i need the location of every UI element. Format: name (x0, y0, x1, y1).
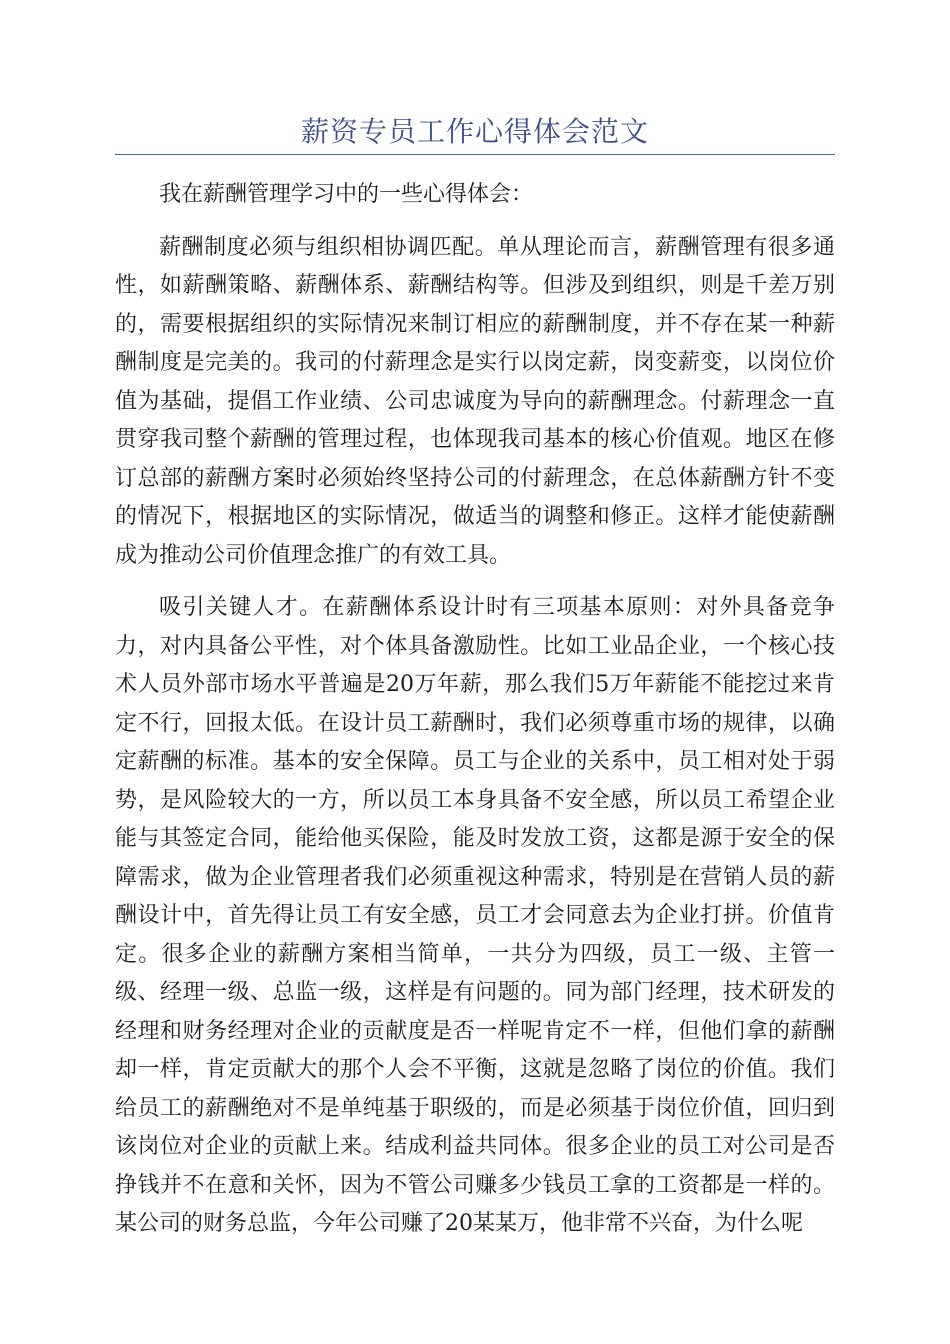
title-underline (115, 154, 835, 155)
paragraph-salary-system: 薪酬制度必须与组织相协调匹配。单从理论而言，薪酬管理有很多通性，如薪酬策略、薪酬体系、薪酬结构等。但涉及到组织，则是千差万别的，需要根据组织的实际情况来制订相应的薪酬制度，并不存在某一种薪酬制度是完美的。我司的付薪理念是实行以岗定薪，岗变薪变，以岗位价值为基础，提倡工作业绩、公司忠诚度为导向的薪酬理念。付薪理念一直贯穿我司整个薪酬的管理过程，也体现我司基本的核心价值观。地区在修订总部的薪酬方案时必须始终坚持公司的付薪理念，在总体薪酬方针不变的情况下，根据地区的实际情况，做适当的调整和修正。这样才能使薪酬成为推动公司价值理念推广的有效工具。 (115, 234, 835, 568)
paragraph-intro: 我在薪酬管理学习中的一些心得体会： (159, 182, 534, 207)
document-title: 薪资专员工作心得体会范文 (300, 115, 649, 148)
document-body (115, 176, 835, 1244)
paragraph-attract-talent: 吸引关键人才。在薪酬体系设计时有三项基本原则：对外具备竞争力，对内具备公平性，对个体具备激励性。比如工业品企业，一个核心技术人员外部市场水平普遍是20万年薪，那么我们5万年薪能不能挖过来肯定不行，回报太低。在设计员工薪酬时，我们必须尊重市场的规律，以确定薪酬的标准。基本的安全保障。员工与企业的关系中，员工相对处于弱势，是风险较大的一方，所以员工本身具备不安全感，所以员工希望企业能与其签定合同，能给他买保险，能及时发放工资，这都是源于安全的保障需求，做为企业管理者我们必须重视这种需求，特别是在营销人员的薪酬设计中，首先得让员工有安全感，员工才会同意去为企业打拼。价值肯定。很多企业的薪酬方案相当简单，一共分为四级，员工一级、主管一级、经理一级、总监一级，这样是有问题的。同为部门经理，技术研发的经理和财务经理对企业的贡献度是否一样呢肯定不一样，但他们拿的薪酬却一样，肯定贡献大的那个人会不平衡，这就是忽略了岗位的价值。我们给员工的薪酬绝对不是单纯基于职级的，而是必须基于岗位价值，回归到该岗位对企业的贡献上来。结成利益共同体。很多企业的员工对公司是否挣钱并不在意和关怀，因为不管公司赚多少钱员工拿的工资都是一样的。某公司的财务总监，今年公司赚了20某某万，他非常不兴奋，为什么呢 (115, 595, 835, 1236)
